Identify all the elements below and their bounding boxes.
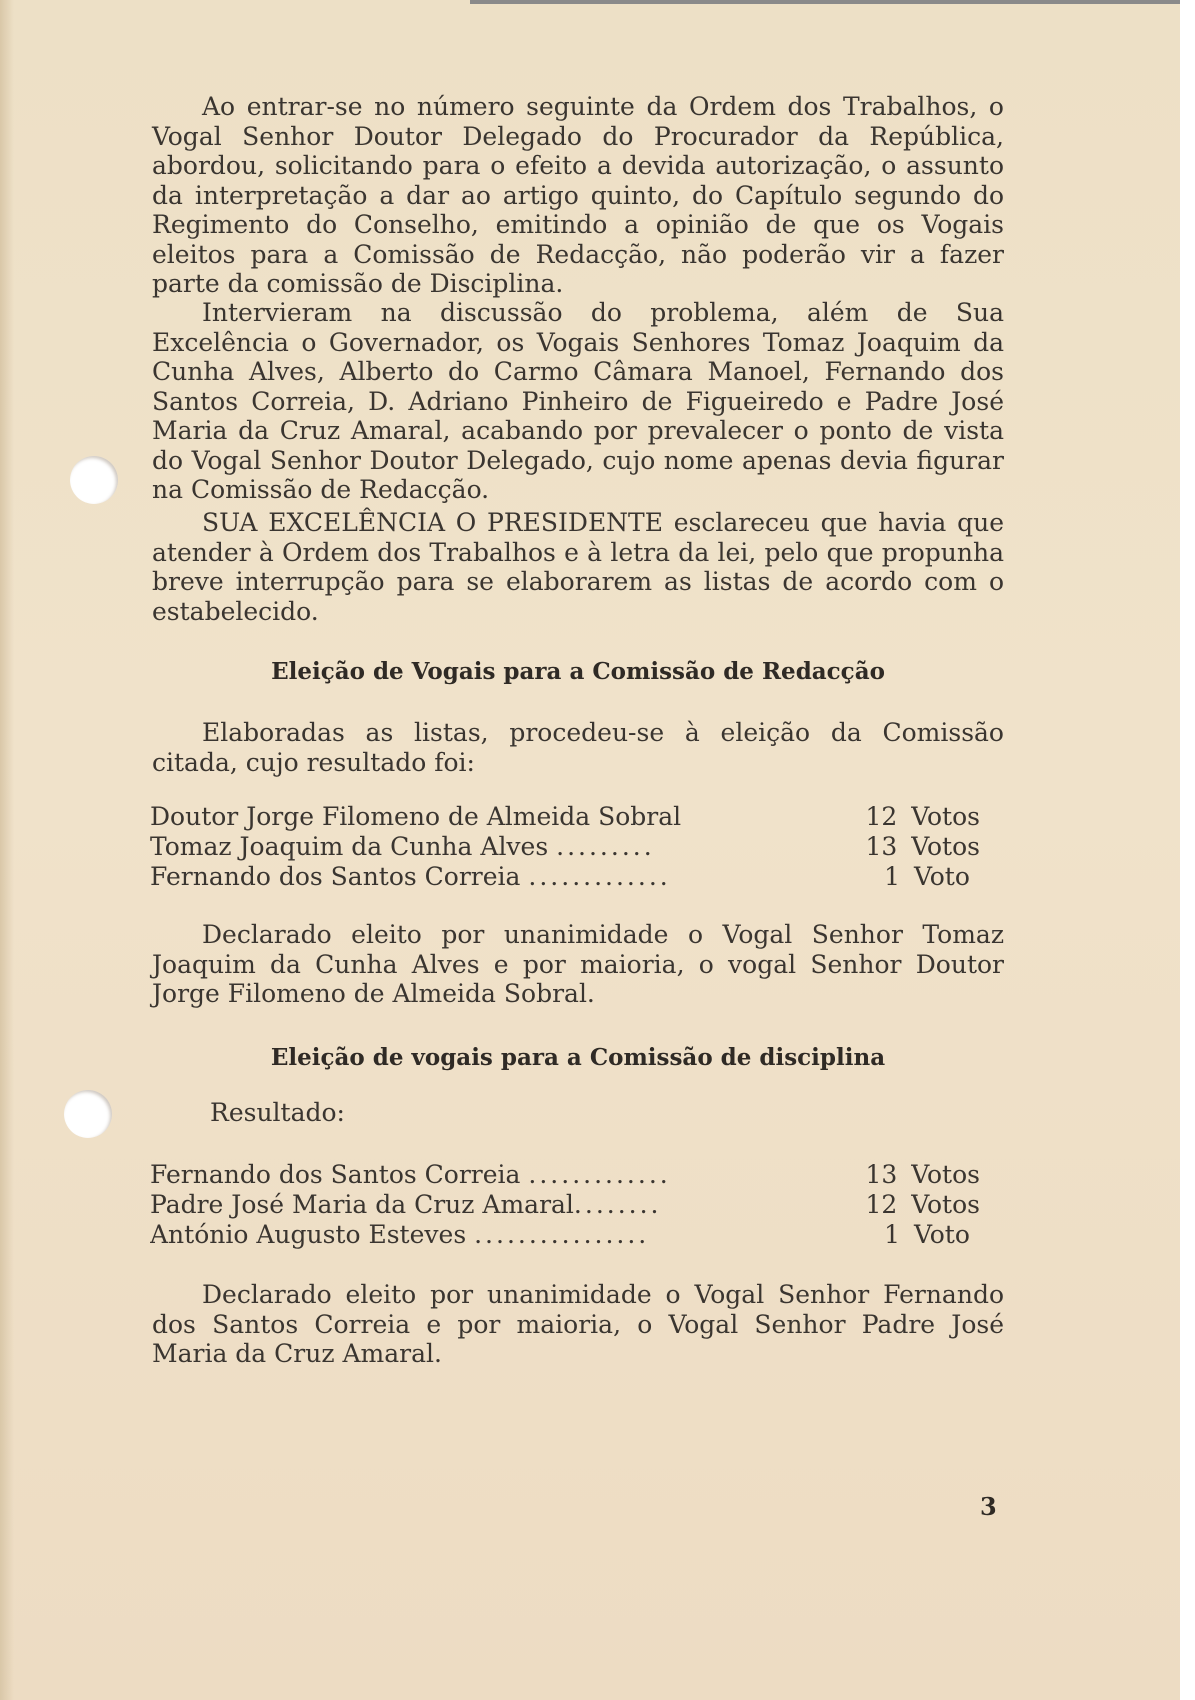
- vote-row: [150, 1160, 980, 1190]
- vote-row: [150, 1220, 980, 1250]
- resultado-label: Resultado:: [210, 1098, 345, 1127]
- vote-table-disciplina: [150, 1160, 980, 1250]
- candidate-name: António Augusto Esteves ................: [150, 1220, 650, 1249]
- vote-count: 1: [884, 1220, 900, 1249]
- vote-row: [150, 862, 980, 892]
- vote-unit: Votos: [911, 1160, 980, 1189]
- vote-unit: Votos: [911, 1190, 980, 1219]
- vote-table-redaccao: [150, 802, 980, 892]
- punch-hole: [64, 1090, 112, 1138]
- vote-count: 13: [865, 1160, 898, 1189]
- paragraph-resultado-disciplina: Declarado eleito por unanimidade o Vogal Senhor Fernando dos Santos Correia e por maioria, o Vogal Senhor Padre José Maria da Cruz Amaral.: [152, 1280, 1004, 1368]
- vote-count: 12: [865, 802, 898, 831]
- vote-count: 1: [884, 862, 900, 891]
- punch-hole: [70, 456, 118, 504]
- page-top-edge: [470, 0, 1180, 4]
- candidate-name: Tomaz Joaquim da Cunha Alves .........: [150, 832, 655, 861]
- vote-count: 13: [865, 832, 898, 861]
- vote-unit: Voto: [914, 862, 970, 891]
- vote-unit: Votos: [911, 832, 980, 861]
- paragraph-elaboradas-listas: Elaboradas as listas, procedeu-se à eleição da Comissão citada, cujo resultado foi:: [152, 718, 1004, 777]
- candidate-name: Padre José Maria da Cruz Amaral........: [150, 1190, 662, 1219]
- heading-comissao-redaccao: Eleição de Vogais para a Comissão de Redacção: [271, 658, 885, 685]
- page-number: 3: [980, 1492, 997, 1521]
- vote-row: [150, 832, 980, 862]
- vote-row: [150, 802, 980, 832]
- candidate-name: Doutor Jorge Filomeno de Almeida Sobral: [150, 802, 682, 831]
- paragraph-ordem-trabalhos: Ao entrar-se no número seguinte da Ordem dos Trabalhos, o Vogal Senhor Doutor Delegado do Procurador da República, abordou, solicitando para o efeito a devida autorização, o assunto da interpretação a dar ao artigo quinto, do Capítulo segundo do Regimento do Conselho, emitindo a opinião de que os Vogais eleitos para a Comissão de Redacção, não poderão vir a fazer parte da comissão de Disciplina.: [152, 92, 1004, 298]
- vote-count: 12: [865, 1190, 898, 1219]
- heading-comissao-disciplina: Eleição de vogais para a Comissão de disciplina: [270, 1044, 886, 1071]
- candidate-name: Fernando dos Santos Correia .............: [150, 1160, 671, 1189]
- vote-unit: Voto: [914, 1220, 970, 1249]
- candidate-name: Fernando dos Santos Correia .............: [150, 862, 671, 891]
- paragraph-presidente: SUA EXCELÊNCIA O PRESIDENTE esclareceu que havia que atender à Ordem dos Trabalhos e à letra da lei, pelo que propunha breve interrupção para se elaborarem as listas de acordo com o estabelecido.: [152, 508, 1004, 626]
- vote-unit: Votos: [911, 802, 980, 831]
- vote-row: [150, 1190, 980, 1220]
- paragraph-discussao: Intervieram na discussão do problema, além de Sua Excelência o Governador, os Vogais Senhores Tomaz Joaquim da Cunha Alves, Alberto do Carmo Câmara Manoel, Fernando dos Santos Correia, D. Adriano Pinheiro de Figueiredo e Padre José Maria da Cruz Amaral, acabando por prevalecer o ponto de vista do Vogal Senhor Doutor Delegado, cujo nome apenas devia figurar na Comissão de Redacção.: [152, 298, 1004, 504]
- paragraph-resultado-redaccao: Declarado eleito por unanimidade o Vogal Senhor Tomaz Joaquim da Cunha Alves e por maioria, o vogal Senhor Doutor Jorge Filomeno de Almeida Sobral.: [152, 920, 1004, 1008]
